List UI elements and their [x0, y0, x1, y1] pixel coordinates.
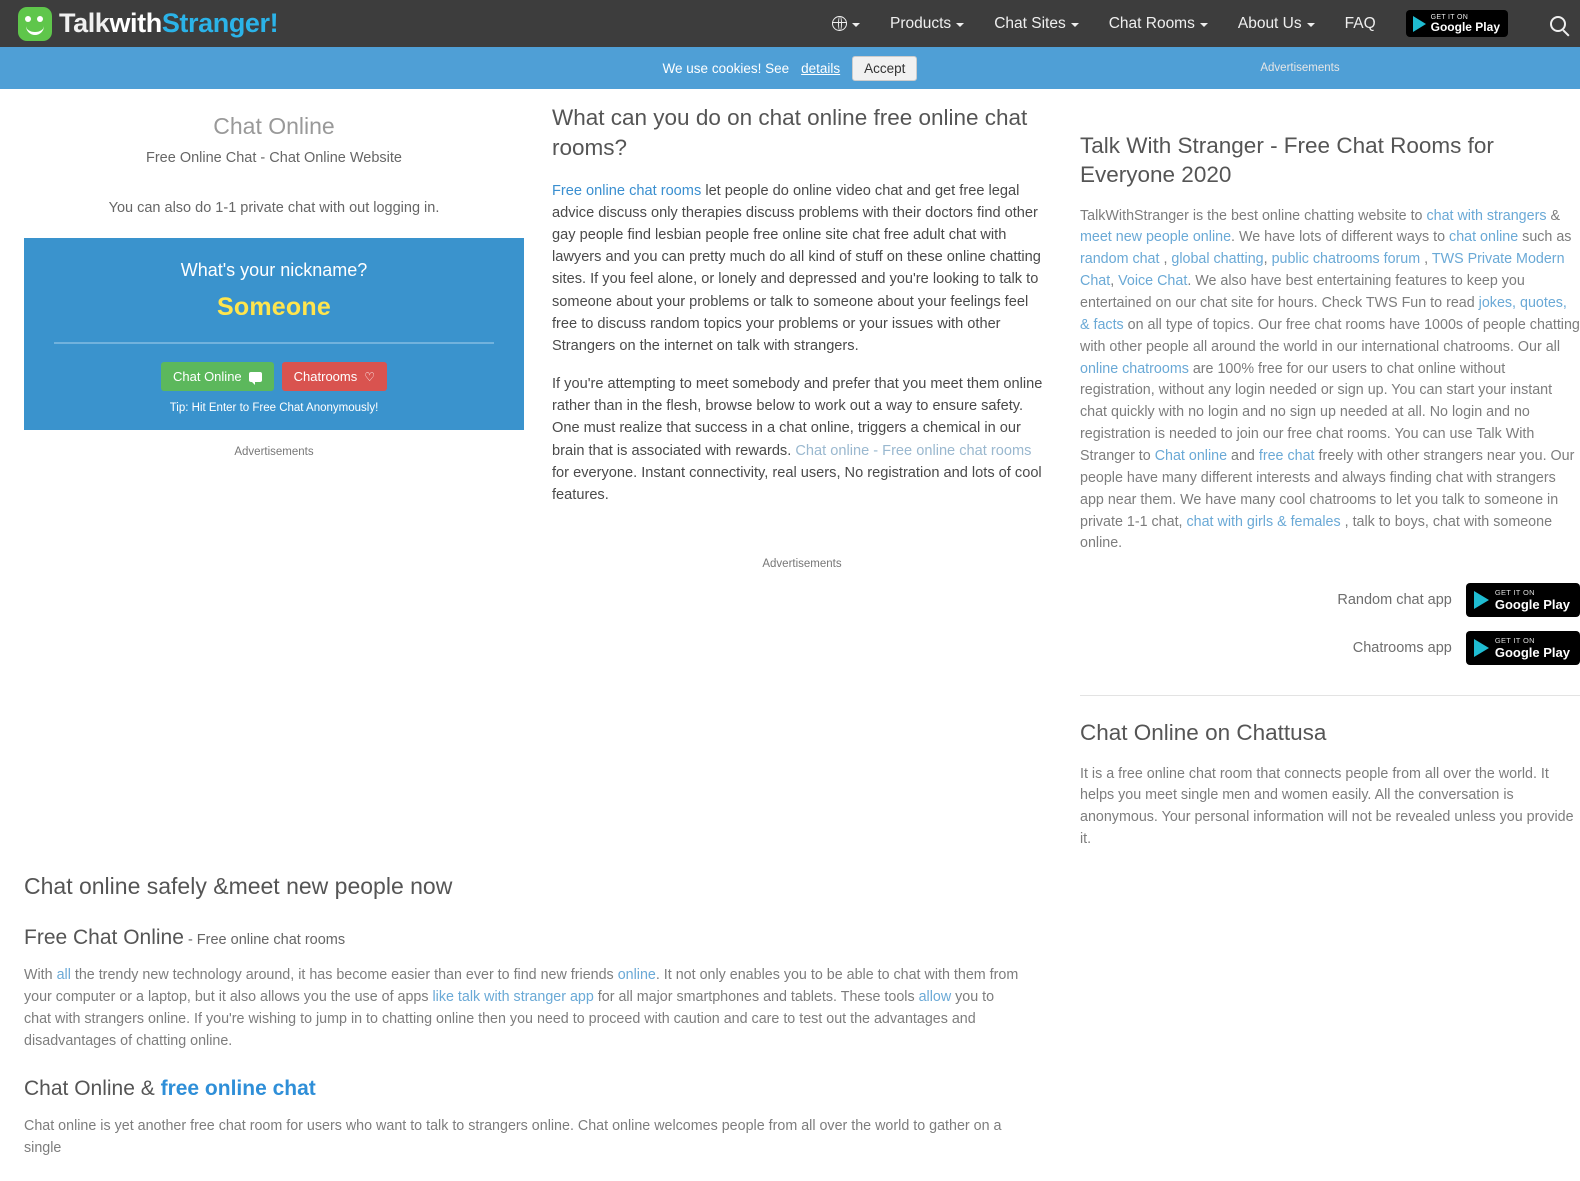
- logo-text-part3: Stranger!: [161, 8, 279, 38]
- google-play-large-label: Google Play: [1494, 645, 1570, 661]
- right-body-link-17[interactable]: jokes, quotes, & facts: [1080, 294, 1567, 333]
- right-body-link-5[interactable]: chat online: [1449, 229, 1519, 246]
- chevron-down-icon: [852, 23, 860, 27]
- chat-bubble-logo-icon: [18, 7, 52, 41]
- google-play-large-label: Google Play: [1430, 19, 1500, 34]
- main-nav: [832, 10, 1566, 38]
- lower-body-link-7[interactable]: allow: [918, 989, 952, 1006]
- free-online-chat-rooms-link[interactable]: Free online chat rooms: [552, 182, 702, 199]
- private-chat-note: You can also do 1-1 private chat with out logging in.: [108, 200, 440, 216]
- nav-label-chat-rooms: Chat Rooms: [1108, 14, 1195, 32]
- text-segment-16: . We also have best entertaining features to keep you entertained on our chat site for hours. Check TWS Fun to read: [1080, 273, 1525, 311]
- right-body-link-11[interactable]: public chatrooms forum: [1271, 251, 1421, 268]
- google-play-badge-chatrooms[interactable]: [1466, 631, 1580, 665]
- google-play-icon: [1474, 639, 1489, 657]
- middle-paragraph-2-text: If you're attempting to meet somebody and prefer that you meet them online rather than in the flesh, browse below to work out a way to ensure safety. One must realize that success in a chat online, triggers a chemical in our brain that is associated with rewards.: [552, 376, 1043, 459]
- nav-label-chat-sites: Chat Sites: [994, 14, 1066, 32]
- right-heading: Talk With Stranger - Free Chat Rooms for Everyone 2020: [1080, 133, 1494, 188]
- lower-section: [24, 873, 1556, 1181]
- free-online-chat-link[interactable]: free online chat: [160, 1076, 316, 1100]
- advertisement-label-left: Advertisements: [234, 446, 314, 458]
- right-body-paragraph: [1080, 206, 1580, 556]
- google-play-small-label: GET IT ON: [1494, 636, 1535, 646]
- lower-body-link-3[interactable]: online: [617, 966, 656, 983]
- nickname-prompt-label: What's your nickname?: [180, 260, 368, 280]
- text-segment-2: &: [1546, 207, 1560, 224]
- google-play-icon: [1413, 16, 1426, 32]
- chat-online-free-chat-heading: [24, 1077, 1024, 1101]
- nickname-panel: [24, 238, 524, 430]
- nickname-underline: [54, 342, 494, 344]
- google-play-large-label: Google Play: [1494, 597, 1570, 613]
- advertisement-label-top-right: Advertisements: [1260, 62, 1340, 74]
- text-segment-2: the trendy new technology around, it has become easier than ever to find new friends: [70, 966, 618, 983]
- chatrooms-app-label: Chatrooms app: [1352, 640, 1452, 657]
- google-play-badge-random-chat[interactable]: [1466, 583, 1580, 617]
- middle-paragraph-2-tail: for everyone. Instant connectivity, real users, No registration and lots of cool features.: [552, 464, 1042, 503]
- cookie-message: We use cookies! See: [662, 60, 790, 76]
- logo-text: [59, 8, 278, 39]
- logo-text-part2: with: [109, 8, 162, 38]
- right-body-link-25[interactable]: chat with girls & females: [1186, 513, 1341, 530]
- middle-paragraph-1: [552, 180, 1052, 357]
- right-body-link-15[interactable]: Voice Chat: [1118, 273, 1188, 290]
- google-play-icon: [1474, 591, 1489, 609]
- chat-online-free-rooms-link[interactable]: Chat online - Free online chat rooms: [795, 442, 1032, 459]
- site-logo[interactable]: [18, 7, 278, 41]
- nav-language-selector[interactable]: [832, 16, 860, 31]
- nickname-input-value[interactable]: Someone: [217, 293, 331, 321]
- nav-label-about-us: About Us: [1237, 14, 1302, 32]
- chevron-down-icon: [956, 23, 964, 27]
- text-segment-20: are 100% free for our users to chat online without registration, without any login needed or sign up. You can start your instant chat quickly with no login and no sign up needed at all. No login and no registration is needed to join our free chat rooms. You can use Talk With Stranger to: [1080, 360, 1553, 464]
- text-segment-26: , talk to boys, chat with someone online.: [1080, 513, 1553, 552]
- heart-icon: ♡: [364, 369, 375, 384]
- right-body-link-21[interactable]: Chat online: [1154, 447, 1228, 464]
- chat-online-heading-pre: Chat Online &: [24, 1076, 161, 1100]
- lower-body-link-5[interactable]: like talk with stranger app: [432, 989, 594, 1006]
- random-chat-app-label: Random chat app: [1337, 592, 1452, 609]
- left-column: [24, 103, 524, 851]
- globe-icon: [832, 16, 847, 31]
- text-segment-24: freely with other strangers near you. Our people have many different interests and always finding chat with strangers app near them. We have many cool chatrooms to let you talk to someone in private 1-1 chat,: [1080, 447, 1575, 530]
- nav-item-products[interactable]: [890, 15, 964, 33]
- right-body-link-7[interactable]: random chat: [1080, 251, 1160, 268]
- chat-online-button[interactable]: [161, 362, 274, 391]
- advertisement-label-middle: Advertisements: [762, 558, 842, 571]
- nav-label-faq: FAQ: [1344, 14, 1376, 32]
- right-body-link-1[interactable]: chat with strangers: [1426, 207, 1547, 224]
- chattusa-heading: Chat Online on Chattusa: [1080, 720, 1327, 746]
- action-button-row: [46, 362, 502, 391]
- cookie-accept-button[interactable]: Accept: [852, 56, 917, 81]
- google-play-small-label: GET IT ON: [1494, 588, 1535, 598]
- nav-item-chat-rooms[interactable]: [1109, 15, 1208, 33]
- text-segment-0: TalkWithStranger is the best online chatting website to: [1080, 207, 1427, 224]
- lower-paragraph-2: Chat online is yet another free chat room for users who want to talk to strangers online. Chat online welcomes people from all over the world to gather on a single: [24, 1117, 1002, 1156]
- cookie-consent-bar: [0, 47, 1580, 89]
- middle-paragraph-1-text: let people do online video chat and get free legal advice discuss only therapies discuss problems with their doctors find other gay people find lesbian people free online site chat free adult chat with lawyers and you can pretty much do all kind of stuff on these online chatting sites. If you feel alone, or lonely and depressed and you're looking to talk to someone about your problems or talk to someone about your feelings feel free to discuss random topics your problems or your issues with other Strangers on the internet on talk with strangers.: [552, 182, 1041, 354]
- nav-item-faq[interactable]: [1345, 15, 1376, 33]
- lower-body-link-1[interactable]: all: [56, 966, 71, 983]
- nav-item-chat-sites[interactable]: [994, 15, 1079, 33]
- right-body-link-13[interactable]: TWS Private Modern Chat: [1080, 251, 1565, 290]
- right-body-link-3[interactable]: meet new people online: [1080, 229, 1232, 246]
- right-body-link-19[interactable]: online chatrooms: [1080, 360, 1189, 377]
- text-segment-12: ,: [1420, 251, 1432, 268]
- middle-paragraph-2: [552, 373, 1052, 506]
- google-play-small-label: GET IT ON: [1430, 13, 1469, 21]
- text-segment-18: on all type of topics. Our free chat rooms have 1000s of people chatting with other people all around the world in our international chatrooms. Our all: [1080, 316, 1580, 355]
- text-segment-22: and: [1227, 447, 1259, 464]
- right-body-link-9[interactable]: global chatting: [1171, 251, 1264, 268]
- right-body-link-23[interactable]: free chat: [1258, 447, 1315, 464]
- lower-paragraph-1: [24, 964, 1024, 1053]
- chatrooms-app-row: [1080, 631, 1580, 665]
- text-segment-4: . We have lots of different ways to: [1231, 229, 1450, 246]
- chat-online-button-label: Chat Online: [173, 369, 242, 384]
- chatrooms-button[interactable]: [282, 362, 387, 391]
- free-chat-online-heading-tail: - Free online chat rooms: [183, 931, 346, 948]
- page-subtitle: Free Online Chat - Chat Online Website: [145, 150, 402, 166]
- nav-item-about-us[interactable]: [1238, 15, 1315, 33]
- right-column: [1080, 103, 1580, 851]
- text-segment-8: you to chat with strangers online. If you're wishing to jump in to chatting online then you need to proceed with caution and care to test out the advantages and disadvantages of chatting online.: [24, 989, 995, 1050]
- enter-key-tip: Tip: Hit Enter to Free Chat Anonymously!: [169, 402, 379, 414]
- free-chat-online-heading: [24, 926, 1024, 950]
- free-chat-online-heading-main: Free Chat Online: [24, 925, 184, 949]
- chatrooms-button-label: Chatrooms: [293, 369, 358, 384]
- cookie-details-link[interactable]: details: [801, 60, 841, 76]
- chevron-down-icon: [1307, 23, 1315, 27]
- text-segment-8: ,: [1159, 251, 1172, 268]
- text-segment-6: for all major smartphones and tablets. These tools: [593, 989, 919, 1006]
- top-navigation-bar: [0, 0, 1580, 47]
- text-segment-6: such as: [1518, 229, 1572, 246]
- text-segment-14: ,: [1110, 273, 1119, 290]
- middle-column: [552, 103, 1052, 851]
- chevron-down-icon: [1071, 23, 1079, 27]
- nav-label-products: Products: [890, 14, 952, 32]
- divider: [1080, 695, 1580, 696]
- page-title: Chat Online: [213, 113, 335, 139]
- page-body: [0, 89, 1580, 1181]
- lower-heading: Chat online safely &meet new people now: [24, 872, 453, 899]
- text-segment-4: . It not only enables you to be able to chat with them from your computer or a laptop, but it also allows you the use of apps: [24, 966, 1019, 1006]
- google-play-badge-header[interactable]: [1406, 10, 1508, 38]
- lower-left-content: [24, 873, 1024, 1181]
- chevron-down-icon: [1200, 23, 1208, 27]
- text-segment-10: ,: [1263, 251, 1272, 268]
- middle-heading: What can you do on chat online free online chat rooms?: [552, 105, 1028, 161]
- three-column-layout: [24, 89, 1580, 851]
- text-segment-0: With: [24, 966, 57, 983]
- search-icon[interactable]: [1550, 16, 1566, 32]
- logo-text-part1: Talk: [59, 8, 110, 38]
- chat-bubble-icon: [249, 372, 262, 382]
- random-chat-app-row: [1080, 583, 1580, 617]
- chattusa-paragraph: It is a free online chat room that connects people from all over the world. It helps you meet single men and women easily. All the conversation is anonymous. Your personal information will not be revealed unless you provide it.: [1080, 765, 1574, 848]
